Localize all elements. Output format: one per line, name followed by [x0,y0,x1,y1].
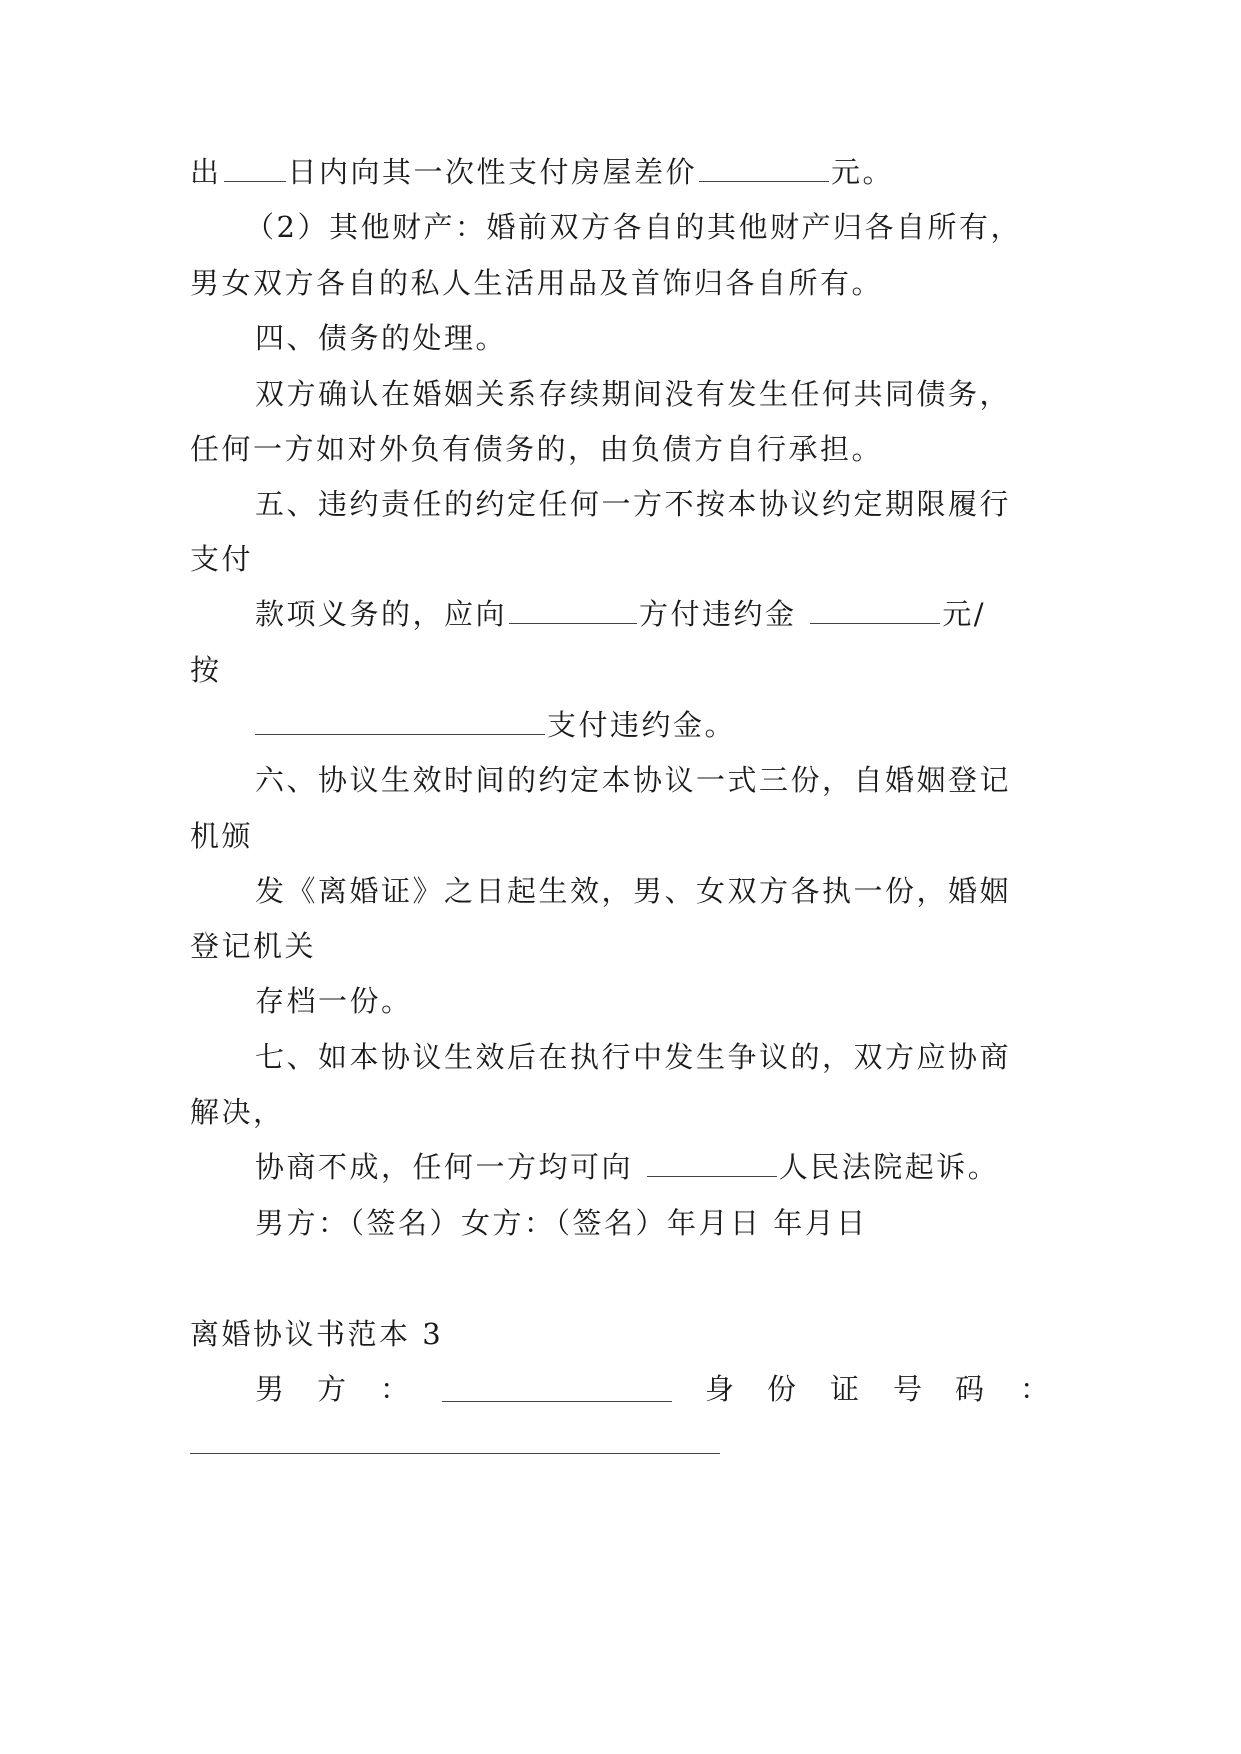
section-heading-effective: 六、协议生效时间的约定本协议一式三份，自婚姻登记 [255,763,1012,797]
para-line-2: （2）其他财产：婚前双方各自的其他财产归各自所有， [245,210,1022,244]
text: 元。 [831,155,895,189]
blank-field [647,1150,777,1177]
para-line-13: 机颁 [190,819,254,853]
para-line-3: 男女双方各自的私人生活用品及首饰归各自所有。 [190,266,884,300]
section-heading-debts: 四、债务的处理。 [255,321,508,355]
section-heading-disputes: 七、如本协议生效后在执行中发生争议的，双方应协商 [255,1040,1012,1074]
para-line-8: 支付 [190,542,254,576]
section-title-sample-3: 离婚协议书范本 3 [190,1317,444,1351]
blank-field [224,155,286,182]
text: 码 [955,1372,987,1406]
blank-field [255,708,545,735]
text: 协商不成，任何一方均可向 [255,1150,634,1184]
text: 证 [830,1372,862,1406]
text: 元/ [942,597,987,631]
text: 支付违约金。 [547,708,737,742]
para-line-18: 解决， [190,1095,285,1129]
blank-field [699,155,829,182]
id-number-line [190,1424,722,1464]
para-line-19 [255,1147,999,1187]
text: ： [1020,1372,1052,1406]
para-line-14: 发《离婚证》之日起生效，男、女双方各执一份，婚姻 [255,874,1012,908]
text: 男 [255,1372,287,1406]
para-line-15: 登记机关 [190,929,317,963]
text: 出 [190,155,222,189]
text: 身 [705,1372,737,1406]
para-line-9 [255,594,986,634]
para-line-10: 按 [190,653,222,687]
text: 款项义务的，应向 [255,597,508,631]
para-line-5: 双方确认在婚姻关系存续期间没有发生任何共同债务， [255,377,1012,411]
text: 号 [893,1372,925,1406]
section-heading-liability: 五、违约责任的约定任何一方不按本协议约定期限履行 [255,487,1012,521]
blank-field [190,1427,720,1454]
blank-field [810,597,940,624]
text: 日内向其一次性支付房屋差价 [287,155,698,189]
signature-line: 男方：（签名）女方：（签名）年月日 年月日 [255,1206,868,1240]
text: 方 [317,1372,349,1406]
para-line-6: 任何一方如对外负有债务的，由负债方自行承担。 [190,432,884,466]
blank-field [509,597,637,624]
text: 份 [767,1372,799,1406]
para-line-11 [255,705,736,745]
para-line-1 [190,152,894,192]
text: 人民法院起诉。 [778,1150,1000,1184]
blank-field [442,1375,672,1402]
text: ： [380,1372,412,1406]
text: 方付违约金 [639,597,797,631]
para-line-16: 存档一份。 [255,984,413,1018]
